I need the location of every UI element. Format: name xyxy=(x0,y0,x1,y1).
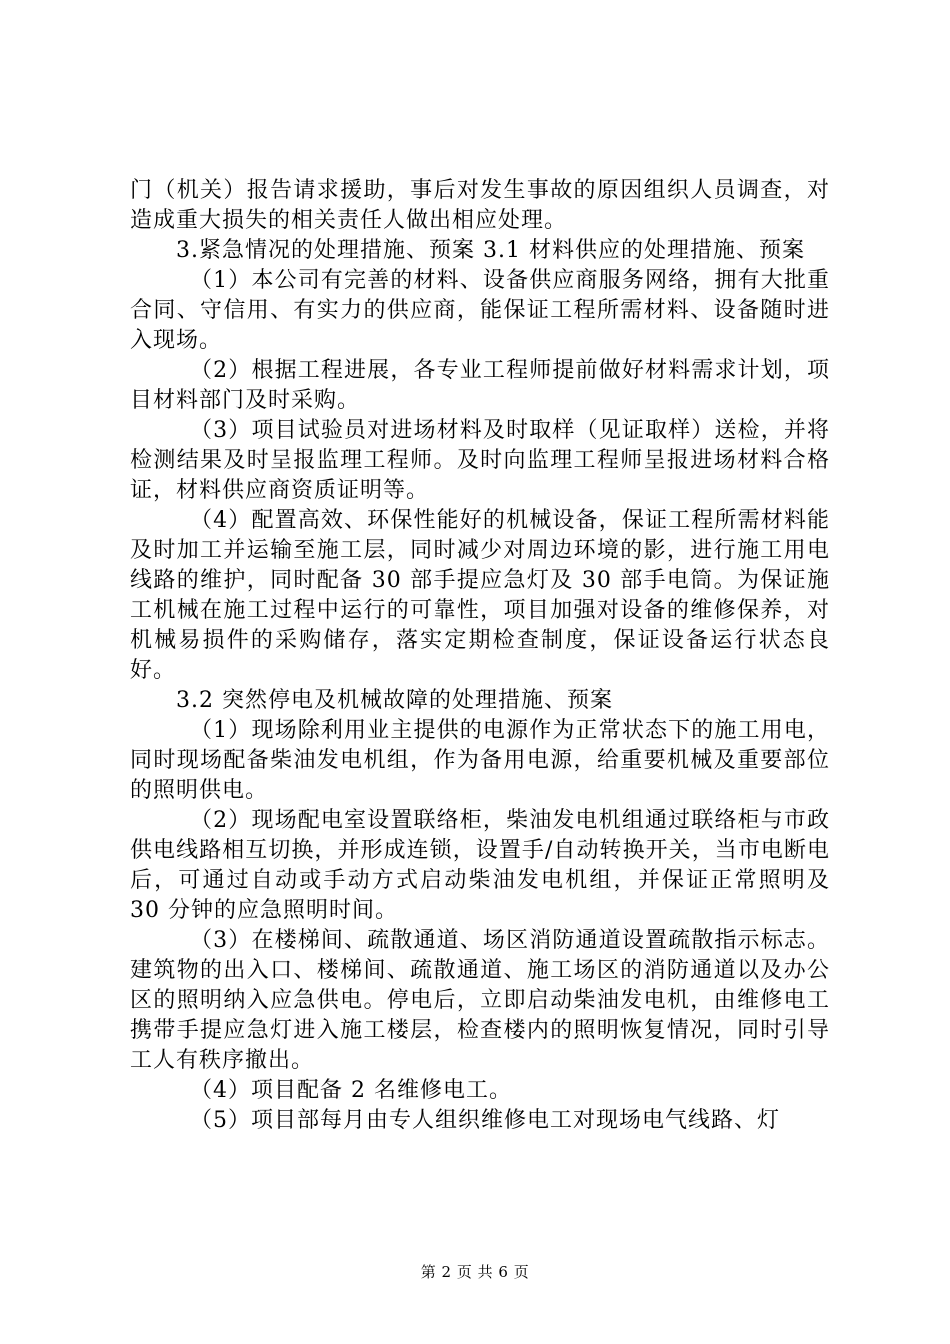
paragraph-3: （1）本公司有完善的材料、设备供应商服务网络，拥有大批重合同、守信用、有实力的供应商，能保证工程所需材料、设备随时进入现场。 xyxy=(130,268,830,353)
document-body xyxy=(130,176,830,1136)
paragraph-9: （2）现场配电室设置联络柜，柴油发电机组通过联络柜与市政供电线路相互切换，并形成连锁，设置手/自动转换开关，当市电断电后，可通过自动或手动方式启动柴油发电机组，并保证正常照明及 30 分钟的应急照明时间。 xyxy=(130,808,830,923)
paragraph-2: 3.紧急情况的处理措施、预案 3.1 材料供应的处理措施、预案 xyxy=(176,238,805,263)
paragraph-12: （5）项目部每月由专人组织维修电工对现场电气线路、灯 xyxy=(190,1108,780,1133)
paragraph-4: （2）根据工程进展，各专业工程师提前做好材料需求计划，项目材料部门及时采购。 xyxy=(130,358,830,413)
paragraph-7: 3.2 突然停电及机械故障的处理措施、预案 xyxy=(176,688,613,713)
paragraph-10: （3）在楼梯间、疏散通道、场区消防通道设置疏散指示标志。建筑物的出入口、楼梯间、疏散通道、施工场区的消防通道以及办公区的照明纳入应急供电。停电后，立即启动柴油发电机，由维修电工携带手提应急灯进入施工楼层，检查楼内的照明恢复情况，同时引导工人有秩序撤出。 xyxy=(130,928,830,1073)
paragraph-5: （3）项目试验员对进场材料及时取样（见证取样）送检，并将检测结果及时呈报监理工程师。及时向监理工程师呈报进场材料合格证，材料供应商资质证明等。 xyxy=(130,418,830,503)
page-footer: 第 2 页 共 6 页 xyxy=(420,1263,530,1281)
paragraph-1: 门（机关）报告请求援助，事后对发生事故的原因组织人员调查，对造成重大损失的相关责任人做出相应处理。 xyxy=(130,178,830,233)
paragraph-8: （1）现场除利用业主提供的电源作为正常状态下的施工用电，同时现场配备柴油发电机组，作为备用电源，给重要机械及重要部位的照明供电。 xyxy=(130,718,830,803)
paragraph-11: （4）项目配备 2 名维修电工。 xyxy=(190,1078,512,1103)
paragraph-6: （4）配置高效、环保性能好的机械设备，保证工程所需材料能及时加工并运输至施工层，同时减少对周边环境的影，进行施工用电线路的维护，同时配备 30 部手提应急灯及 30 部手电筒。为保证施工机械在施工过程中运行的可靠性，项目加强对设备的维修保养，对机械易损件的采购储存，落实定期检查制度，保证设备运行状态良好。 xyxy=(130,508,830,683)
